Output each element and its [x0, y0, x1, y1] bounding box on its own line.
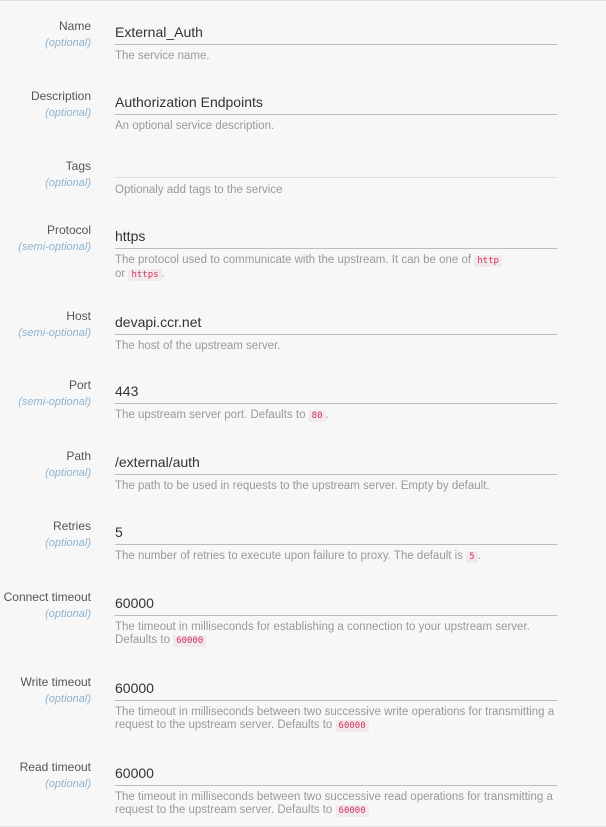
retries-input[interactable] — [115, 519, 557, 545]
help-text-connect-timeout — [115, 621, 557, 648]
field-label-protocol: Protocol — [46, 223, 91, 237]
help-text-retries — [115, 550, 557, 564]
field-label-group — [45, 449, 91, 480]
help-code: 60000 — [336, 805, 369, 817]
field-qualifier-host: (semi-optional) — [18, 327, 91, 339]
help-text-tail: . — [325, 409, 329, 421]
help-text: Optionaly add tags to the service — [115, 184, 283, 196]
field-input-group — [115, 449, 557, 493]
help-text-protocol — [115, 254, 557, 282]
help-text: The timeout in milliseconds between two successive read operations for transmitting a request to the upstream server. Defaults to — [115, 791, 553, 816]
field-label-group — [45, 159, 91, 190]
port-input[interactable] — [115, 378, 557, 404]
field-qualifier-tags: (optional) — [45, 177, 91, 189]
field-label-host: Host — [66, 309, 91, 323]
field-qualifier-connect-timeout: (optional) — [45, 608, 91, 620]
name-input[interactable] — [115, 19, 557, 45]
help-text: The host of the upstream server. — [115, 340, 281, 352]
field-input-group — [115, 519, 557, 564]
connect-timeout-input[interactable] — [115, 590, 557, 616]
tags-input[interactable] — [115, 159, 557, 178]
help-text-port — [115, 409, 557, 423]
help-text: The number of retries to execute upon failure to proxy. The default is — [115, 550, 463, 562]
field-label-group — [18, 309, 91, 340]
write-timeout-input[interactable] — [115, 675, 557, 701]
help-text: An optional service description. — [115, 120, 275, 132]
field-label-name: Name — [58, 19, 91, 33]
help-text-tags — [115, 184, 557, 197]
help-text: The service name. — [115, 50, 210, 62]
help-text-tail: . — [477, 550, 481, 562]
help-text: The timeout in milliseconds between two successive write operations for transmitting a request to the upstream server. Defaults to — [115, 706, 555, 731]
help-text-path — [115, 480, 557, 493]
help-text-mid: or — [115, 268, 126, 280]
field-qualifier-protocol: (semi-optional) — [18, 241, 91, 253]
field-label-description: Description — [30, 89, 91, 103]
field-input-group — [115, 675, 557, 733]
field-label-retries: Retries — [52, 519, 91, 533]
help-text-host — [115, 340, 557, 353]
field-label-tags: Tags — [65, 159, 91, 173]
field-label-write-timeout: Write timeout — [20, 675, 91, 689]
field-label-group — [18, 378, 91, 409]
field-label-group — [31, 89, 91, 120]
help-text-tail: . — [161, 268, 165, 280]
field-input-group — [115, 590, 557, 648]
field-label-connect-timeout: Connect timeout — [3, 590, 91, 604]
help-code: http — [474, 255, 502, 267]
help-text-write-timeout — [115, 706, 557, 733]
field-input-group — [115, 378, 557, 423]
help-text-description — [115, 120, 557, 133]
field-qualifier-port: (semi-optional) — [18, 396, 91, 408]
field-input-group — [115, 309, 557, 353]
field-label-read-timeout: Read timeout — [19, 760, 91, 774]
help-code: 5 — [466, 551, 477, 563]
field-qualifier-write-timeout: (optional) — [45, 693, 91, 705]
field-qualifier-path: (optional) — [45, 467, 91, 479]
host-input[interactable] — [115, 309, 557, 335]
help-text: The timeout in milliseconds for establishing a connection to your upstream server. Defaults to — [115, 621, 530, 646]
field-input-group — [115, 19, 557, 63]
field-qualifier-name: (optional) — [45, 37, 91, 49]
help-code: 80 — [309, 410, 326, 422]
path-input[interactable] — [115, 449, 557, 475]
field-label-group — [45, 519, 91, 550]
read-timeout-input[interactable] — [115, 760, 557, 786]
field-label-group — [45, 19, 91, 50]
field-label-port: Port — [68, 378, 91, 392]
field-qualifier-retries: (optional) — [45, 537, 91, 549]
help-code: 60000 — [336, 720, 369, 732]
field-input-group — [115, 760, 557, 818]
field-label-group — [21, 675, 91, 706]
help-text: The protocol used to communicate with the upstream. It can be one of — [115, 254, 472, 266]
protocol-input[interactable] — [115, 223, 557, 249]
field-label-group — [20, 760, 91, 791]
field-input-group — [115, 159, 557, 197]
field-qualifier-description: (optional) — [45, 107, 91, 119]
field-qualifier-read-timeout: (optional) — [45, 778, 91, 790]
help-text: The path to be used in requests to the upstream server. Empty by default. — [115, 480, 490, 492]
field-label-group — [18, 223, 91, 254]
field-label-path: Path — [66, 449, 91, 463]
field-input-group — [115, 223, 557, 282]
help-text-name — [115, 50, 557, 63]
help-code: 60000 — [173, 635, 206, 647]
help-text-read-timeout — [115, 791, 557, 818]
field-input-group — [115, 89, 557, 133]
field-label-group — [4, 590, 91, 621]
help-code-secondary: https — [128, 269, 161, 281]
description-input[interactable] — [115, 89, 557, 115]
help-text: The upstream server port. Defaults to — [115, 409, 306, 421]
